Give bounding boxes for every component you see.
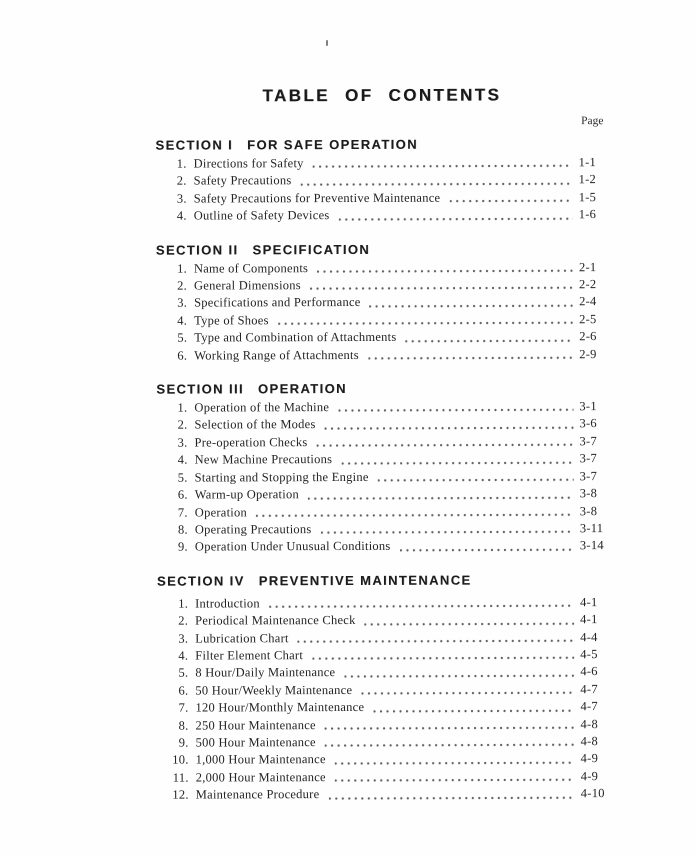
leader-dots [269,604,574,608]
entry-title: Selection of the Modes [194,417,316,433]
toc-entry [158,785,611,804]
toc-entry [158,733,611,752]
toc-entry [156,171,609,190]
entry-page-number: 4-4 [580,629,598,644]
leader-dots [328,796,574,800]
toc-entry [156,398,609,417]
toc-entry [157,698,610,717]
entry-number: 11. [172,770,189,785]
toc-entry [158,716,611,735]
entry-number: 2. [177,278,188,293]
entry-number: 3. [177,296,188,311]
leader-dots [335,761,575,765]
entry-number: 4. [177,452,188,467]
toc-entry [156,346,609,365]
leader-dots [335,778,575,782]
leader-dots [378,478,574,482]
entry-number: 5. [178,665,189,680]
toc-entry [157,520,610,539]
entry-page-number: 2-4 [579,294,597,309]
entry-page-number: 3-14 [579,538,604,553]
entry-number: 8. [178,718,189,733]
leader-dots [256,513,574,517]
entry-page-number: 3-11 [579,521,604,536]
leader-dots [308,496,574,500]
entry-page-number: 4-8 [580,716,598,731]
toc-entry [156,259,609,278]
entry-title: Operation [194,504,248,520]
entry-title: Maintenance Procedure [195,787,320,802]
leader-dots [341,461,573,465]
section-heading [157,571,610,590]
entry-number: 3. [177,435,188,450]
toc-entry [157,485,610,504]
entry-page-number: 3-7 [579,434,597,449]
entry-title: Periodical Maintenance Check [195,613,356,628]
toc-entry [157,663,610,682]
toc-entry [157,629,610,648]
entry-number: 1. [178,596,189,611]
toc-section [155,135,608,225]
toc-entry [157,537,610,556]
entry-number: 6. [177,487,188,502]
entry-title: 1,000 Hour Maintenance [195,752,326,767]
entry-title: Type and Combination of Attachments [194,330,397,345]
entry-page-number: 4-1 [580,612,598,627]
entry-number: 12. [172,787,189,802]
page-column-label: Page [581,115,604,128]
entry-page-number: 2-2 [578,277,597,292]
leader-dots [325,726,575,730]
entry-number: 7. [177,505,188,520]
entry-page-number: 2-1 [578,259,597,274]
toc-entry [157,681,610,700]
entry-number: 2. [177,418,188,433]
leader-dots [313,165,573,169]
entry-page-number: 3-8 [579,503,598,518]
toc-entry [156,328,609,347]
toc-section [156,240,609,365]
entry-page-number: 3-7 [579,451,598,466]
leader-dots [321,531,574,535]
section-title: SPECIFICATION [252,241,371,257]
entry-page-number: 4-10 [580,786,605,801]
entry-title: Operation of the Machine [194,400,330,415]
entry-title: Name of Components [193,260,309,276]
entry-title: 2,000 Hour Maintenance [195,769,326,785]
entry-number: 3. [178,631,189,646]
leader-dots [278,321,573,325]
entry-page-number: 1-6 [578,207,597,222]
entry-title: Introduction [195,596,260,611]
leader-dots [301,182,573,186]
entry-page-number: 3-1 [579,399,597,414]
entry-title: New Machine Precautions [194,452,333,467]
section-heading [156,240,609,259]
entry-number: 10. [172,752,189,767]
entry-number: 5. [177,330,188,345]
entry-title: Specifications and Performance [194,295,361,310]
entry-title: 120 Hour/Monthly Maintenance [195,700,365,715]
toc-entry [157,594,610,613]
entry-page-number: 2-5 [579,311,597,327]
entry-title: Type of Shoes [194,313,269,328]
toc-entry [158,768,611,787]
leader-dots [400,548,574,552]
entry-number: 1. [177,400,188,415]
toc-entry [156,206,609,225]
leader-dots [361,691,574,695]
entry-title: Lubrication Chart [195,630,289,646]
leader-dots [368,356,573,360]
leader-dots [370,304,574,308]
toc-entry [157,450,610,469]
section-title: FOR SAFE OPERATION [247,136,418,153]
entry-number: 6. [178,683,189,698]
entry-number: 2. [178,613,189,628]
leader-dots [344,674,574,678]
leader-dots [312,657,574,661]
entry-number: 4. [177,313,188,328]
leader-dots [310,287,573,291]
section-heading [155,135,608,154]
entry-title: 500 Hour Maintenance [195,735,316,750]
entry-number: 3. [176,191,187,206]
leader-dots [365,622,575,626]
entry-page-number: 2-9 [579,346,597,361]
toc-entry [157,503,610,522]
toc-entry [158,750,611,769]
section-title: OPERATION [257,381,347,397]
entry-page-number: 4-1 [580,594,598,609]
leader-dots [338,217,572,221]
leader-dots [325,426,574,430]
toc-entry [156,154,609,173]
entry-title: Safety Precautions for Preventive Maintenance [193,190,441,206]
entry-number: 8. [177,522,188,537]
entry-title: 8 Hour/Daily Maintenance [195,665,336,680]
section-label: SECTION IV [157,573,245,589]
entry-number: 6. [177,348,188,363]
entry-title: 50 Hour/Weekly Maintenance [195,682,353,698]
entry-number: 1. [177,261,187,276]
entry-page-number: 4-7 [580,699,598,714]
entry-title: Outline of Safety Devices [193,208,330,223]
entry-page-number: 1-1 [578,155,597,170]
entry-title: Starting and Stopping the Engine [194,469,369,485]
entry-title: 250 Hour Maintenance [195,717,316,733]
toc-section [156,379,610,556]
toc-entry [157,433,610,452]
leader-dots [405,339,573,343]
entry-title: Operation Under Unusual Conditions [194,539,391,554]
entry-number: 7. [178,700,189,715]
entry-page-number: 1-2 [578,172,597,187]
toc-entry [157,646,610,665]
entry-number: 2. [176,173,187,189]
entry-page-number: 4-5 [580,647,598,662]
leader-dots [338,409,573,413]
entry-page-number: 3-7 [579,468,598,483]
leader-dots [449,199,572,202]
leader-dots [373,709,574,713]
leader-dots [317,269,573,273]
entry-title: Warm-up Operation [194,487,299,502]
entry-page-number: 3-8 [579,486,598,501]
section-title: PREVENTIVE MAINTENANCE [258,572,472,589]
section-label: SECTION III [156,381,245,397]
entry-title: General Dimensions [193,278,301,293]
leader-dots [317,443,574,447]
toc-entry [156,294,609,313]
section-heading [156,379,609,398]
entry-title: Pre-operation Checks [194,435,308,450]
entry-number: 4. [178,648,189,663]
leader-dots [298,639,575,643]
entry-page-number: 4-9 [580,768,599,783]
entry-title: Directions for Safety [193,156,304,171]
toc-entry [156,276,609,295]
entry-title: Safety Precautions [193,173,292,188]
toc-entry [156,311,609,330]
entry-page-number: 3-6 [579,416,597,431]
toc-entry [157,611,610,630]
entry-number: 1. [176,156,187,171]
toc-entry [156,416,609,435]
entry-page-number: 2-6 [579,329,597,344]
entry-number: 5. [177,470,188,485]
entry-number: 4. [176,208,187,223]
table-of-contents [155,135,610,804]
section-label: SECTION I [155,137,234,153]
page-title: TABLE OF CONTENTS [262,85,502,106]
toc-entry [156,189,609,208]
entry-page-number: 4-9 [580,751,599,766]
entry-page-number: 4-7 [580,681,598,696]
section-label: SECTION II [155,242,239,258]
entry-page-number: 4-6 [580,664,598,679]
leader-dots [325,744,575,748]
entry-page-number: 1-5 [578,189,597,205]
entry-number: 9. [178,539,188,554]
toc-entry [157,468,610,487]
entry-title: Working Range of Attachments [194,347,359,363]
entry-page-number: 4-8 [580,734,599,749]
entry-title: Operating Precautions [194,522,312,537]
entry-title: Filter Element Chart [195,648,304,663]
toc-section [157,571,611,804]
entry-number: 9. [178,735,189,750]
